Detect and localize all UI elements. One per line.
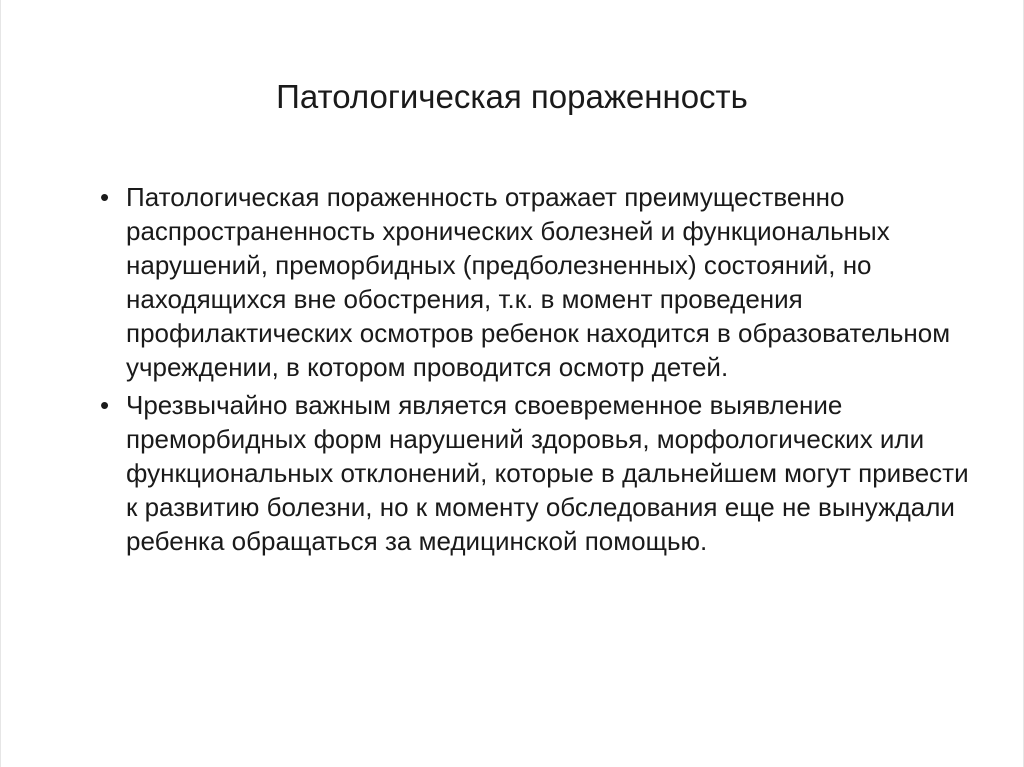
bullet-marker: • [100,390,110,420]
bullet-text: Чрезвычайно важным является своевременное выявление преморбидных форм нарушений здоровья, морфологических или функциональных отклонений, которые в дальнейшем могут привести к развитию болезни, но к моменту обследования еще не вынуждали ребенка обращаться за медицинской помощью. [126,390,969,556]
bullet-list [100,180,980,562]
bullet-text: Патологическая пораженность отражает преимущественно распространенность хронических болезней и функциональных нарушений, преморбидных (предболезненных) состояний, но находящихся вне обострения, т.к. в момент проведения профилактических осмотров ребенок находится в образовательном учреждении, в котором проводится осмотр детей. [126,182,951,382]
bullet-marker: • [100,182,110,212]
bullet-item [100,388,980,558]
bullet-item [100,180,980,384]
slide-title: Патологическая пораженность [276,78,748,115]
